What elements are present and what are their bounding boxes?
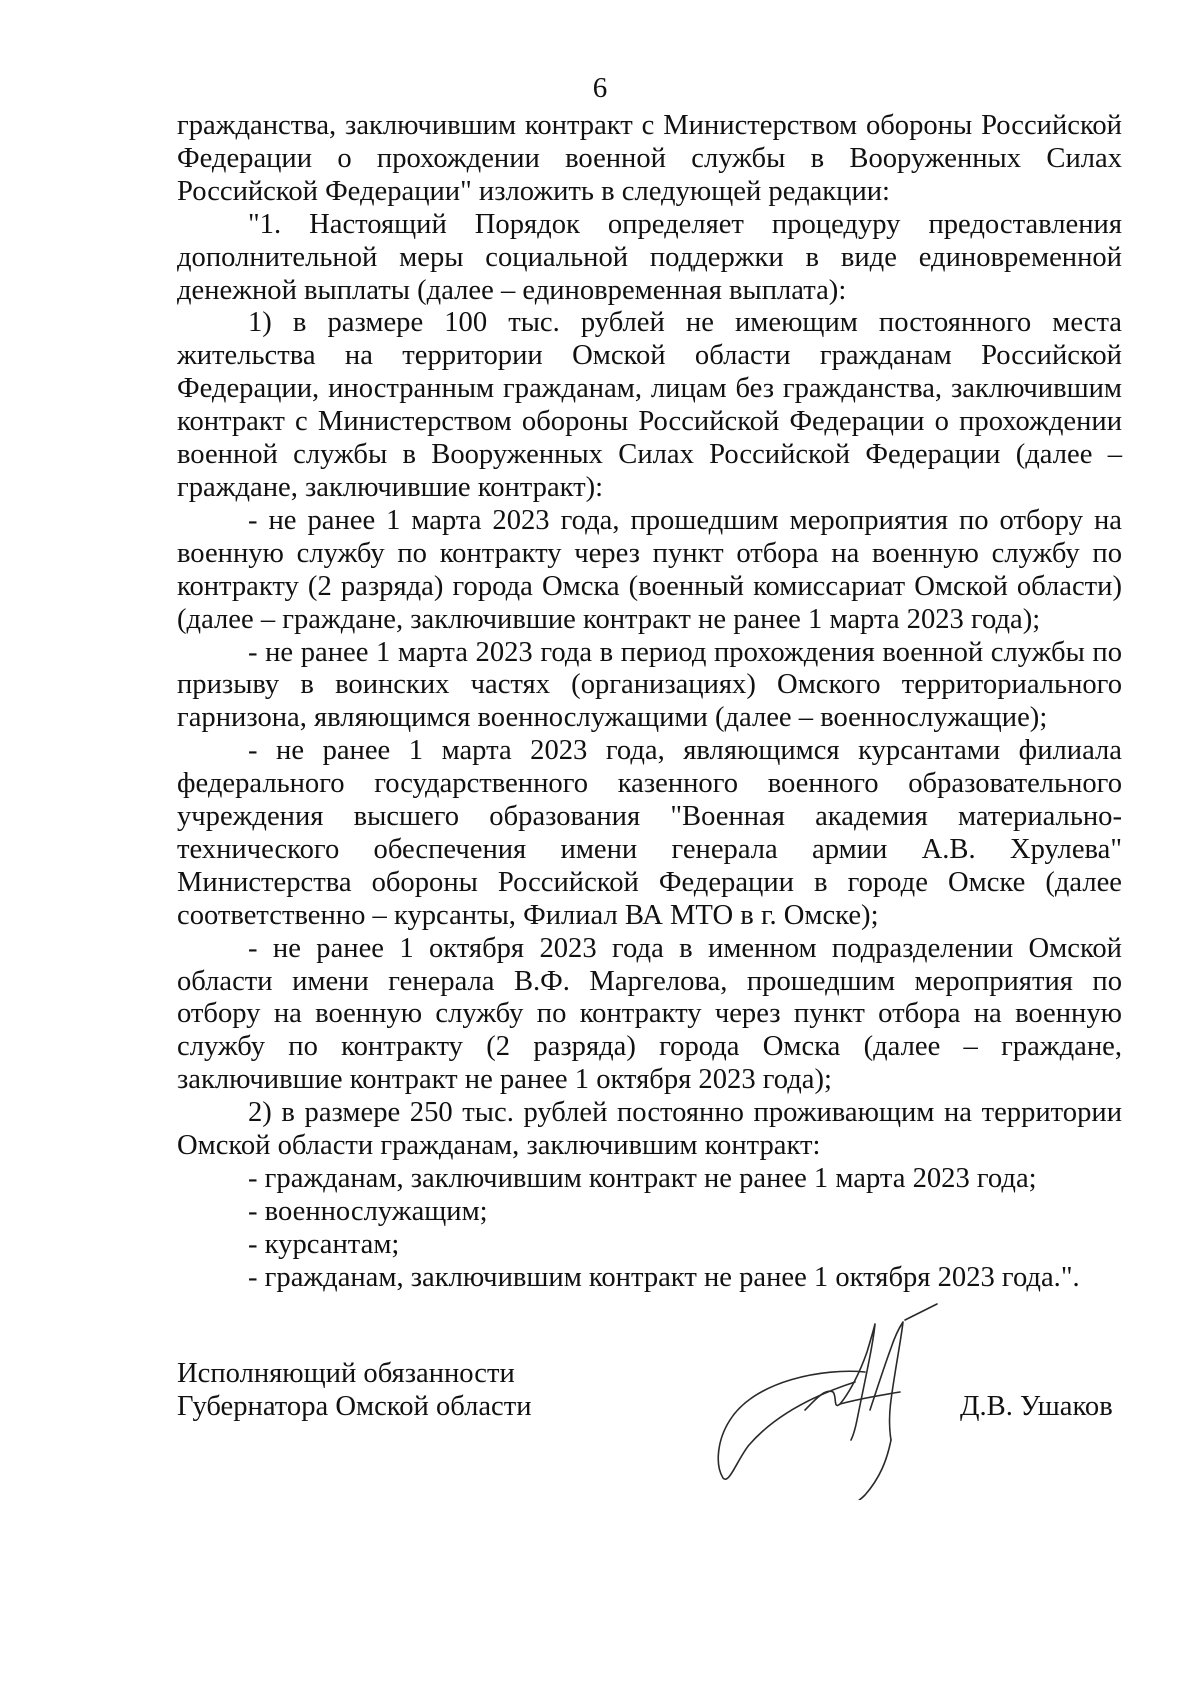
paragraph-dash-4: - не ранее 1 октября 2023 года в именном подразделении Омской области имени генерала В.Ф. Маргелова, прошедшим мероприятия по отбору на военную службу по контракту через пункт отбора на военную службу по контракту (2 разряда) города Омска (далее – граждане, заключившие контракт не ранее 1 октября 2023 года); — [177, 932, 1122, 1096]
signatory-name: Д.В. Ушаков — [960, 1391, 1113, 1422]
signature-tail — [833, 1440, 891, 1500]
paragraph-dash-3: - не ранее 1 марта 2023 года, являющимся курсантами филиала федерального государственного казенного военного образовательного учреждения высшего образования "Военная академия материально-технического обеспечения имени генерала армии А.В. Хрулева" Министерства обороны Российской Федерации в городе Омске (далее соответственно – курсанты, Филиал ВА МТО в г. Омске); — [177, 735, 1122, 931]
signature-loop-stroke — [718, 1371, 865, 1479]
paragraph-item-1: 1) в размере 100 тыс. рублей не имеющим постоянного места жительства на территории Омской области гражданам Российской Федерации, иностранным гражданам, лицам без гражданства, заключившим контракт с Министерством обороны Российской Федерации о прохождении военной службы в Вооруженных Силах Российской Федерации (далее – граждане, заключившие контракт): — [177, 307, 1122, 503]
signature-first-letter — [805, 1324, 875, 1440]
paragraph-dash-2: - не ранее 1 марта 2023 года в период прохождения военной службы по призыву в воинских частях (организациях) Омского территориального гарнизона, являющимся военнослужащими (далее – военнослужащие); — [177, 636, 1122, 734]
paragraph-dash-5: - гражданам, заключившим контракт не ранее 1 марта 2023 года; — [248, 1163, 1037, 1194]
page-number: 6 — [592, 72, 608, 104]
paragraph-dash-8: - гражданам, заключившим контракт не ранее 1 октября 2023 года.". — [248, 1261, 1080, 1293]
paragraph-clause-1: "1. Настоящий Порядок определяет процедуру предоставления дополнительной меры социальной поддержки в виде единовременной денежной выплаты (далее – единовременная выплата): — [177, 208, 1122, 306]
signatory-title — [177, 1357, 532, 1423]
paragraph-item-2: 2) в размере 250 тыс. рублей постоянно проживающим на территории Омской области гражданам, заключившим контракт: — [177, 1097, 1122, 1162]
signatory-title-line-1: Исполняющий обязанности — [177, 1358, 515, 1389]
paragraph-intro: гражданства, заключившим контракт с Министерством обороны Российской Федерации о прохождении военной службы в Вооруженных Силах Российской Федерации" изложить в следующей редакции: — [177, 110, 1122, 207]
paragraph-dash-1: - не ранее 1 марта 2023 года, прошедшим мероприятия по отбору на военную службу по контракту через пункт отбора на военную службу по контракту (2 разряда) города Омска (военный комиссариат Омской области) (далее – граждане, заключившие контракт не ранее 1 марта 2023 года); — [177, 504, 1122, 635]
handwritten-signature — [715, 1300, 975, 1500]
signatory-title-line-2: Губернатора Омской области — [177, 1391, 532, 1422]
document-body — [177, 110, 1122, 1295]
paragraph-dash-7: - курсантам; — [248, 1228, 400, 1260]
signature-flourish — [905, 1304, 937, 1320]
paragraph-dash-6: - военнослужащим; — [248, 1195, 488, 1227]
signature-second-letter — [870, 1322, 903, 1440]
